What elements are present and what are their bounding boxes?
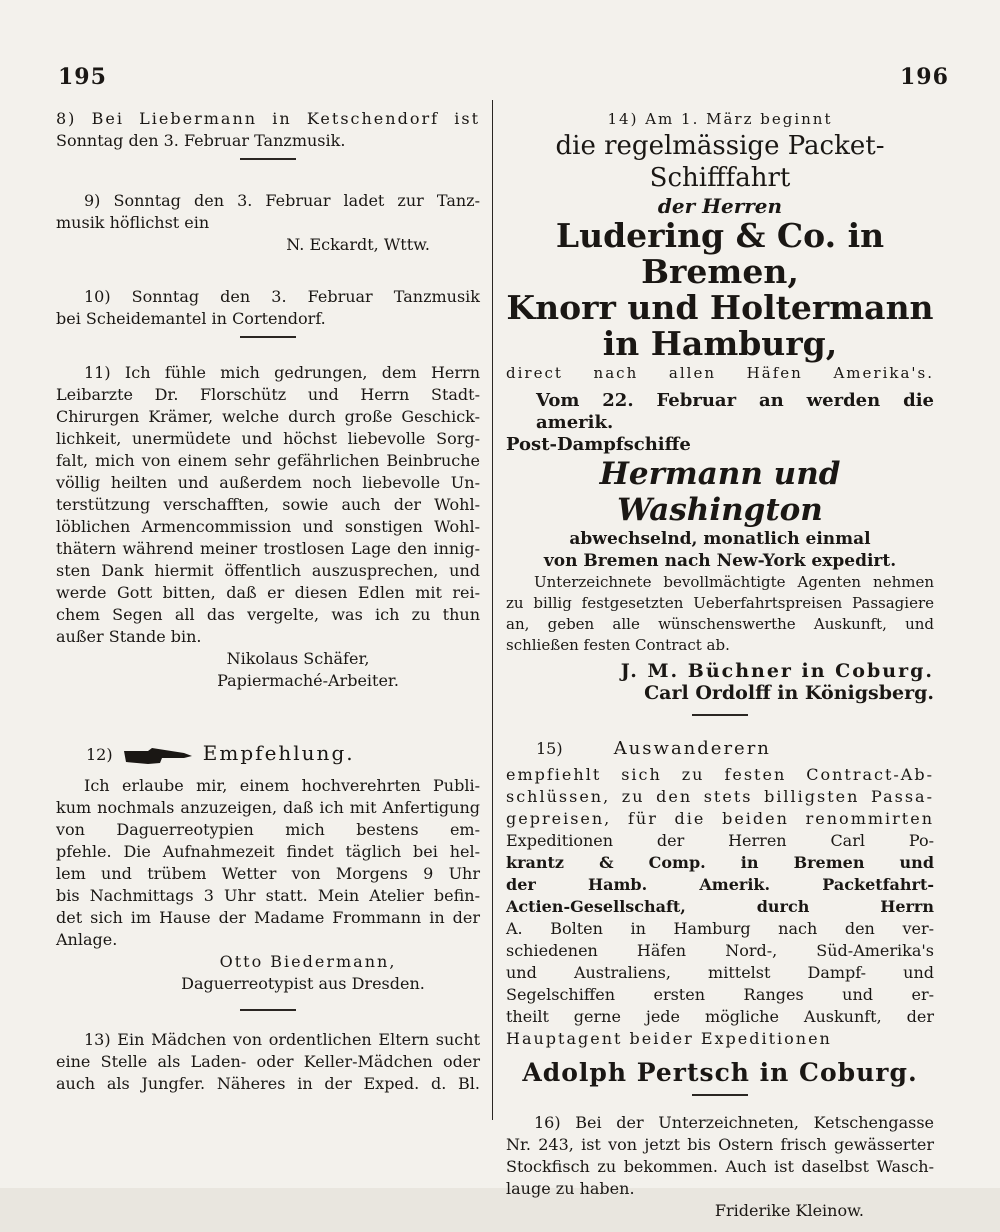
separator-rule bbox=[240, 336, 296, 338]
ad-line: Hauptagent beider Expeditionen bbox=[506, 1029, 832, 1048]
ad-ship-names: Hermann und Washington bbox=[599, 456, 841, 528]
advertisement-10 bbox=[56, 286, 480, 338]
ad-line: lauge zu haben. bbox=[506, 1179, 635, 1198]
ad-line: bei Scheidemantel in Cortendorf. bbox=[56, 309, 326, 328]
ad-line: völlig heilten und außerdem noch liebevolle Un- bbox=[56, 473, 480, 492]
ad-line: und Australiens, mittelst Dampf- und bbox=[506, 963, 934, 982]
ad-line: thätern während meiner trostlosen Lage den innig- bbox=[56, 539, 480, 558]
advertisement-9 bbox=[56, 190, 480, 256]
ad-line: der Hamb. Amerik. Packetfahrt- bbox=[506, 875, 934, 894]
ad-heading-row bbox=[506, 738, 934, 760]
ad-line: Sonntag den 3. Februar Tanzmusik. bbox=[56, 131, 346, 150]
ad-line: Nr. 243, ist von jetzt bis Ostern frisch gewässerter bbox=[506, 1135, 934, 1154]
separator-rule bbox=[692, 714, 748, 716]
ad-line: Unterzeichnete bevollmächtigte Agenten nehmen bbox=[534, 573, 934, 591]
ad-line: lem und trübem Wetter von Morgens 9 Uhr bbox=[56, 863, 480, 883]
ad-line: chem Segen all das vergelte, was ich zu thun bbox=[56, 605, 480, 624]
advertisement-16 bbox=[506, 1112, 934, 1222]
ad-line: Vom 22. Februar an werden die amerik. bbox=[536, 390, 934, 433]
ad-line: abwechselnd, monatlich einmal bbox=[569, 529, 871, 549]
ad-signature: N. Eckardt, Wttw. bbox=[286, 235, 430, 254]
ad-agent: Adolph Pertsch in Coburg. bbox=[522, 1058, 918, 1087]
pointing-hand-icon bbox=[122, 745, 194, 767]
ad-intro: 14) Am 1. März beginnt bbox=[607, 110, 833, 128]
ad-line: 16) Bei der Unterzeichneten, Ketschengasse bbox=[534, 1113, 934, 1132]
advertisement-13 bbox=[56, 1029, 480, 1095]
ad-line: schließen festen Contract ab. bbox=[506, 636, 730, 654]
ad-line: det sich im Hause der Madame Frommann in der bbox=[56, 907, 480, 927]
ad-line: an, geben alle wünschenswerthe Auskunft, und bbox=[506, 615, 934, 633]
ad-signature-title: Papiermaché-Arbeiter. bbox=[217, 671, 399, 690]
ad-line: Expeditionen der Herren Carl Po- bbox=[506, 831, 934, 850]
ad-line: kum nochmals anzuzeigen, daß ich mit Anfertigung bbox=[56, 797, 480, 817]
ad-route: direct nach allen Häfen Amerika's. bbox=[506, 364, 934, 382]
ad-line: von Daguerreotypien mich bestens em- bbox=[56, 819, 480, 839]
ad-line: schiedenen Häfen Nord-, Süd-Amerika's bbox=[506, 941, 934, 960]
ad-line: musik höflichst ein bbox=[56, 213, 210, 232]
ad-line: Chirurgen Krämer, welche durch große Geschick- bbox=[56, 407, 480, 426]
ad-line: werde Gott bitten, daß er diesen Edlen mit rei- bbox=[56, 583, 480, 602]
page-number-left: 195 bbox=[58, 64, 107, 90]
ad-firm-hamburg-city: in Hamburg, bbox=[602, 324, 838, 363]
ad-number: 12) bbox=[86, 745, 113, 764]
ad-signature-title: Daguerreotypist aus Dresden. bbox=[181, 973, 425, 993]
ad-line: eine Stelle als Laden- oder Keller-Mädchen oder bbox=[56, 1051, 480, 1071]
right-column bbox=[506, 108, 934, 1232]
ad-line: außer Stande bin. bbox=[56, 627, 202, 646]
ad-line: zu billig festgesetzten Ueberfahrtspreisen Passagiere bbox=[506, 594, 934, 612]
ad-line: 9) Sonntag den 3. Februar ladet zur Tanz- bbox=[84, 191, 480, 210]
ad-line: theilt gerne jede mögliche Auskunft, der bbox=[506, 1007, 934, 1026]
ad-line: schlüssen, zu den stets billigsten Passa- bbox=[506, 787, 934, 806]
ad-line: empfiehlt sich zu festen Contract-Ab- bbox=[506, 765, 934, 784]
advertisement-14 bbox=[506, 108, 934, 716]
ad-line: gepreisen, für die beiden renommirten bbox=[506, 809, 934, 828]
ad-line: Segelschiffen ersten Ranges und er- bbox=[506, 985, 934, 1004]
ad-heading: Auswanderern bbox=[613, 738, 771, 759]
advertisement-11 bbox=[56, 362, 480, 692]
ad-heading-row bbox=[56, 742, 480, 767]
page-number-right: 196 bbox=[900, 64, 949, 90]
column-divider bbox=[492, 100, 493, 1120]
ad-line: terstützung verschafften, sowie auch der Wohl- bbox=[56, 495, 480, 514]
ad-line: lichkeit, unermüdete und höchst liebevolle Sorg- bbox=[56, 429, 480, 448]
ad-line: pfehle. Die Aufnahmezeit findet täglich bei hel- bbox=[56, 841, 480, 861]
ad-line: auch als Jungfer. Näheres in der Exped. d. Bl. bbox=[56, 1073, 480, 1093]
advertisement-8 bbox=[56, 108, 480, 160]
ad-line: Post-Dampfschiffe bbox=[506, 434, 691, 455]
ad-line: 8) Bei Liebermann in Ketschendorf ist bbox=[56, 109, 480, 128]
ad-line: Leibarzte Dr. Florschütz und Herrn Stadt- bbox=[56, 385, 480, 404]
ad-title: die regelmässige Packet-Schifffahrt bbox=[555, 131, 885, 193]
ad-agent-koenigsberg: Carl Ordolff in Königsberg. bbox=[644, 682, 934, 704]
ad-line: von Bremen nach New-York expedirt. bbox=[543, 551, 897, 571]
advertisement-15 bbox=[506, 738, 934, 1096]
ad-line: 13) Ein Mädchen von ordentlichen Eltern sucht bbox=[84, 1029, 480, 1049]
left-column bbox=[56, 108, 480, 1105]
ad-line: Actien-Gesellschaft, durch Herrn bbox=[506, 897, 934, 916]
ad-line: Anlage. bbox=[56, 929, 118, 949]
ad-number: 15) bbox=[536, 739, 563, 758]
separator-rule bbox=[240, 1009, 296, 1011]
ad-line: löblichen Armencommission und sonstigen Wohl- bbox=[56, 517, 480, 536]
ad-heading: Empfehlung. bbox=[202, 741, 355, 765]
ad-line: Stockfisch zu bekommen. Auch ist daselbst Wasch- bbox=[506, 1157, 934, 1176]
ad-signature-name: Nikolaus Schäfer, bbox=[226, 649, 370, 668]
ad-signature-name: Otto Biedermann, bbox=[219, 951, 397, 971]
ad-line: bis Nachmittags 3 Uhr statt. Mein Atelier befin- bbox=[56, 885, 480, 905]
ad-line: A. Bolten in Hamburg nach den ver- bbox=[506, 919, 934, 938]
separator-rule bbox=[240, 158, 296, 160]
ad-firm-hamburg: Knorr und Holtermann bbox=[506, 288, 934, 327]
ad-signature: Friderike Kleinow. bbox=[714, 1201, 864, 1220]
advertisement-12 bbox=[56, 742, 480, 1011]
ad-line: krantz & Comp. in Bremen und bbox=[506, 853, 934, 872]
ad-line: falt, mich von einem sehr gefährlichen Beinbruche bbox=[56, 451, 480, 470]
ad-line: Ich erlaube mir, einem hochverehrten Publi- bbox=[84, 775, 480, 795]
ad-firm-bremen: Ludering & Co. in Bremen, bbox=[555, 216, 885, 291]
ad-line: 11) Ich fühle mich gedrungen, dem Herrn bbox=[84, 363, 480, 382]
separator-rule bbox=[692, 1094, 748, 1096]
ad-line: 10) Sonntag den 3. Februar Tanzmusik bbox=[84, 287, 480, 306]
ad-agent-coburg: J. M. Büchner in Coburg. bbox=[620, 660, 934, 682]
ad-title-sub: der Herren bbox=[657, 194, 783, 218]
ad-line: sten Dank hiermit öffentlich auszusprechen, und bbox=[56, 561, 480, 580]
